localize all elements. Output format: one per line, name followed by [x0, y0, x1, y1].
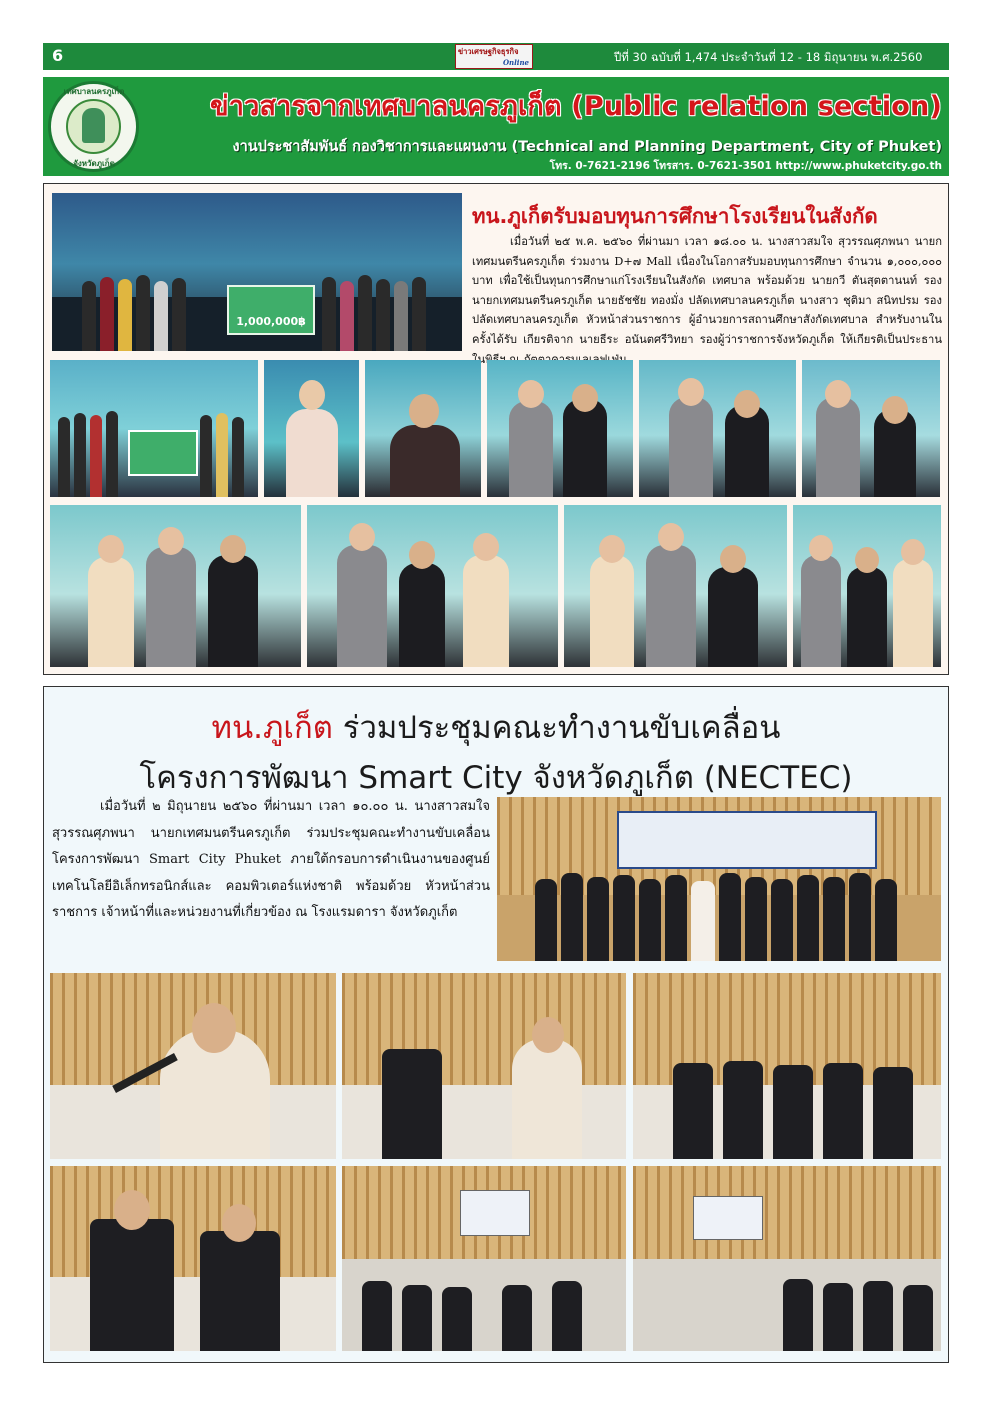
photo-meeting-pair	[50, 1166, 336, 1351]
section2-title-highlight: ทน.ภูเก็ต	[211, 710, 333, 746]
check-board	[227, 285, 315, 335]
banner-subtitle: งานประชาสัมพันธ์ กองวิชาการและแผนงาน (Technical and Planning Department, City of Phuket)	[232, 139, 942, 155]
section1-title: ทน.ภูเก็ตรับมอบทุนการศึกษาโรงเรียนในสังกัด	[472, 204, 878, 228]
seal-figure-icon	[82, 108, 105, 143]
photo-group-check	[50, 360, 258, 497]
masthead-title: ข่าวเศรษฐกิจธุรกิจ	[458, 47, 519, 56]
check-board-small	[128, 430, 198, 476]
photo-speaker-man	[365, 360, 481, 497]
section2-body	[52, 794, 490, 927]
photo-handover-3	[802, 360, 940, 497]
photo-meeting-signing	[342, 973, 626, 1159]
projector-screen	[460, 1190, 530, 1236]
photo-meeting-table	[633, 973, 941, 1159]
masthead-logo	[455, 44, 533, 69]
photo-handover-2	[639, 360, 796, 497]
photo-meeting-room-1	[342, 1166, 626, 1351]
meeting-backdrop	[617, 811, 877, 869]
section1-body	[472, 232, 942, 369]
page-number: 6	[52, 46, 64, 65]
section2-title-line1	[60, 702, 932, 752]
masthead-sub: Online	[502, 58, 529, 67]
photo-meeting-group	[497, 797, 941, 961]
seal-text-bottom: จังหวัดภูเก็ต	[73, 159, 115, 168]
banner-contact: โทร. 0-7621-2196 โทรสาร. 0-7621-3501 http://www.phuketcity.go.th	[549, 160, 942, 172]
check-amount: 1,000,000฿	[236, 315, 306, 328]
section2-title-line2: โครงการพัฒนา Smart City จังหวัดภูเก็ต (NECTEC)	[139, 760, 853, 796]
photo-meeting-speaker	[50, 973, 336, 1159]
photo-trio-1	[50, 505, 301, 667]
projector-screen-2	[693, 1196, 763, 1240]
photo-speaker-woman	[264, 360, 359, 497]
photo-meeting-room-2	[633, 1166, 941, 1351]
photo-handover-1	[487, 360, 633, 497]
photo-trio-4	[793, 505, 941, 667]
banner-title: ข่าวสารจากเทศบาลนครภูเก็ต (Public relation section)	[210, 91, 942, 122]
section2-paragraph: เมื่อวันที่ ๒ มิถุนายน ๒๕๖๐ ที่ผ่านมา เวลา ๑๐.๐๐ น. นางสาวสมใจ สุวรรณศุภพนา นายกเทศมนตรีนครภูเก็ต ร่วมประชุมคณะทำงานขับเคลื่อนโครงการพัฒนา Smart City Phuket ภายใต้กรอบการดำเนินงานของศูนย์ เทคโนโลยีอิเล็กทรอนิกส์และ คอมพิวเตอร์แห่งชาติ พร้อมด้วย หัวหน้าส่วนราชการ เจ้าหน้าที่และหน่วยงานที่เกี่ยวข้อง ณ โรงแรมดารา จังหวัดภูเก็ต	[52, 799, 490, 920]
seal-text-top: เทศบาลนครภูเก็ต	[63, 87, 125, 96]
photo-stage-main	[52, 193, 462, 351]
photo-trio-2	[307, 505, 558, 667]
section1-paragraph: เมื่อวันที่ ๒๕ พ.ค. ๒๕๖๐ ที่ผ่านมา เวลา ๑๘.๐๐ น. นางสาวสมใจ สุวรรณศุภพนา นายกเทศมนตรีนครภูเก็ต ร่วมงาน D+๗ Mall เนื่องในโอกาสรับมอบทุนการศึกษา จำนวน ๑,๐๐๐,๐๐๐ บาท เพื่อใช้เป็นทุนการศึกษาแก่โรงเรียนในสังกัด เทศบาล พร้อมด้วย นายกวี ตันสุตตานนท์ รองนายกเทศมนตรีนครภูเก็ต นายธัชชัย ทองมั่ง ปลัดเทศบาลนครภูเก็ต นางสาว ชุติมา สนิทปรม รองปลัดเทศบาลนครภูเก็ต หัวหน้าส่วนราชการ ผู้อำนวยการสถานศึกษาสังกัดเทศบาล สำหรับงานในครั้งได้รับ เกียรติจาก นายธีระ อนันตศรีวิทยา รองผู้ว่าราชการจังหวัดภูเก็ต ให้เกียรติเป็นประธาน น	[472, 235, 942, 366]
photo-trio-3	[564, 505, 787, 667]
issue-info: ปีที่ 30 ฉบับที่ 1,474 ประจำวันที่ 12 - 18 มิถุนายน พ.ศ.2560	[614, 50, 923, 64]
section2-title-rest: ร่วมประชุมคณะทำงานขับเคลื่อน	[332, 710, 781, 746]
